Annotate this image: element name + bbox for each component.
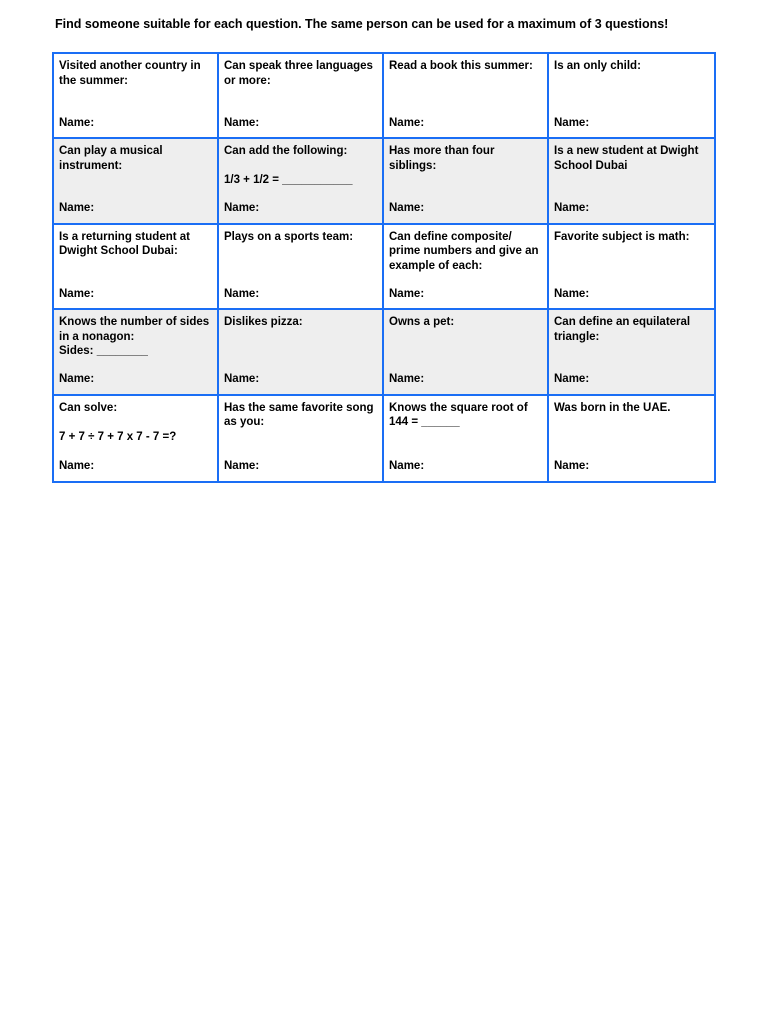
cell-prompt: Can define composite/ prime numbers and give an example of each: (389, 230, 539, 272)
instructions-heading: Find someone suitable for each question. The same person can be used for a maximum of 3 questions! (55, 17, 669, 31)
grid-cell (549, 396, 714, 481)
name-field-label: Name: (554, 116, 590, 129)
grid-cell (219, 139, 384, 224)
cell-prompt: Can play a musical instrument: (59, 145, 163, 172)
name-field-label: Name: (389, 116, 425, 129)
grid-cell (54, 396, 219, 481)
name-field-label: Name: (224, 373, 260, 386)
cell-prompt: Favorite subject is math: (554, 230, 690, 243)
grid-cell (54, 225, 219, 310)
cell-prompt: Can solve: 7 + 7 ÷ 7 + 7 x 7 - 7 =? (59, 401, 177, 443)
grid-cell (54, 139, 219, 224)
grid-cell (219, 225, 384, 310)
name-field-label: Name: (554, 460, 590, 473)
grid-cell (219, 310, 384, 395)
grid-cell (384, 310, 549, 395)
name-field-label: Name: (224, 116, 260, 129)
grid-cell (219, 396, 384, 481)
cell-prompt: Read a book this summer: (389, 60, 533, 72)
grid-cell (549, 225, 714, 310)
name-field-label: Name: (389, 460, 425, 473)
cell-prompt: Has more than four siblings: (389, 145, 495, 172)
cell-prompt: Has the same favorite song as you: (224, 401, 374, 429)
name-field-label: Name: (389, 202, 425, 215)
cell-prompt: Owns a pet: (389, 316, 455, 329)
name-field-label: Name: (59, 460, 95, 473)
cell-prompt: Visited another country in the summer: (59, 60, 201, 87)
cell-prompt: Is an only child: (554, 60, 641, 72)
cell-prompt: Is a new student at Dwight School Dubai (554, 145, 699, 172)
name-field-label: Name: (554, 202, 590, 215)
name-field-label: Name: (224, 460, 260, 473)
name-field-label: Name: (224, 287, 260, 300)
name-field-label: Name: (59, 202, 95, 215)
grid-cell (549, 310, 714, 395)
grid-cell (384, 139, 549, 224)
cell-prompt: Plays on a sports team: (224, 230, 354, 243)
name-field-label: Name: (554, 287, 590, 300)
cell-prompt: Dislikes pizza: (224, 316, 303, 329)
name-field-label: Name: (59, 287, 95, 300)
name-field-label: Name: (59, 373, 95, 386)
cell-prompt: Knows the square root of 144 = ______ (389, 401, 528, 429)
bingo-grid (52, 52, 716, 483)
name-field-label: Name: (389, 287, 425, 300)
grid-cell (384, 54, 549, 139)
grid-cell (384, 225, 549, 310)
cell-prompt: Was born in the UAE. (554, 401, 671, 414)
name-field-label: Name: (554, 373, 590, 386)
grid-cell (384, 396, 549, 481)
cell-prompt: Is a returning student at Dwight School Dubai: (59, 230, 190, 258)
cell-prompt: Can add the following: 1/3 + 1/2 = ___________ (224, 145, 353, 187)
grid-cell (549, 54, 714, 139)
grid-cell (219, 54, 384, 139)
grid-cell (54, 310, 219, 395)
cell-prompt: Can speak three languages or more: (224, 60, 373, 87)
grid-cell (549, 139, 714, 224)
name-field-label: Name: (389, 373, 425, 386)
name-field-label: Name: (224, 202, 260, 215)
name-field-label: Name: (59, 116, 95, 129)
cell-prompt: Can define an equilateral triangle: (554, 316, 691, 343)
cell-prompt: Knows the number of sides in a nonagon: Sides: ________ (59, 316, 210, 358)
grid-cell (54, 54, 219, 139)
